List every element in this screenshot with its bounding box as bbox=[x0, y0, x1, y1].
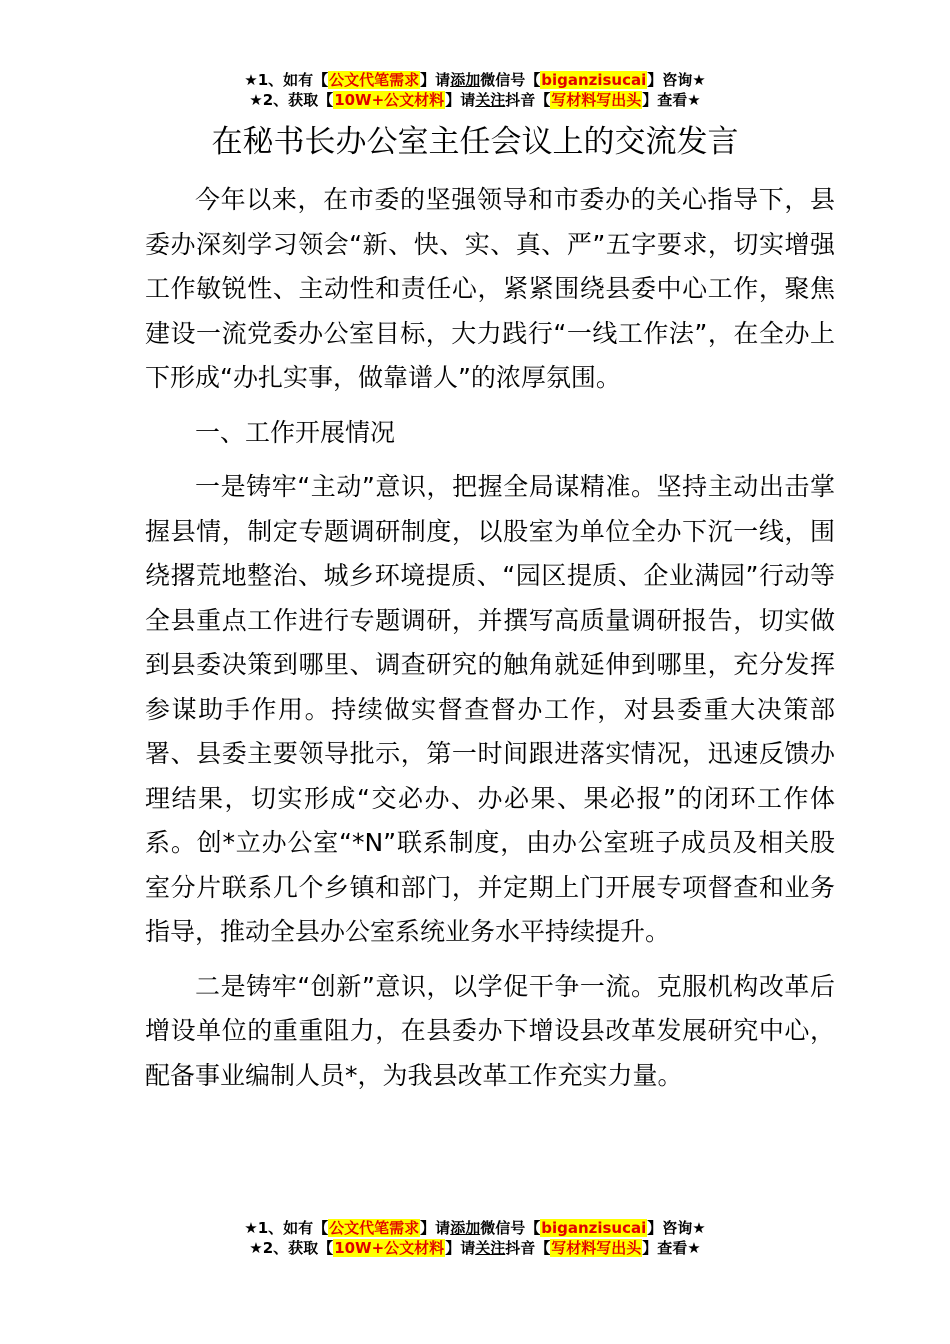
ad-highlight: 公文代笔需求 bbox=[329, 71, 420, 89]
ad-text: 抖音【 bbox=[505, 91, 551, 109]
ad-highlight: 10W+公文材料 bbox=[334, 91, 445, 109]
ad-text: 】请 bbox=[420, 71, 451, 89]
ad-text: ★1、如有【 bbox=[244, 71, 329, 89]
ad-highlight: 写材料写出头 bbox=[551, 1239, 642, 1257]
section-heading: 一、工作开展情况 bbox=[195, 417, 396, 447]
ad-emphasis: 关注 bbox=[475, 91, 506, 109]
ad-emphasis: 关注 bbox=[475, 1239, 506, 1257]
ad-text: ★2、获取【 bbox=[249, 1239, 334, 1257]
ad-text: 微信号【 bbox=[480, 71, 541, 89]
ad-line-1 bbox=[0, 70, 950, 90]
document-title: 在秘书长办公室主任会议上的交流发言 bbox=[211, 124, 739, 160]
ad-highlight: biganzisucai bbox=[541, 1219, 647, 1237]
document-body bbox=[145, 178, 835, 1108]
ad-text: 抖音【 bbox=[505, 1239, 551, 1257]
ad-text: 】请 bbox=[445, 1239, 476, 1257]
body-paragraph: 一是铸牢“主动”意识，把握全局谋精准。坚持主动出击掌握县情，制定专题调研制度，以股室为单位全办下沉一线，围绕撂荒地整治、城乡环境提质、“园区提质、企业满园”行动等全县重点工作进行专题调研，并撰写高质量调研报告，切实做到县委决策到哪里、调查研究的触角就延伸到哪里，充分发挥参谋助手作用。持续做实督查督办工作，对县委重大决策部署、县委主要领导批示，第一时间跟进落实情况，迅速反馈办理结果，切实形成“交必办、办必果、果必报”的闭环工作体系。创*立办公室“*N”联系制度，由办公室班子成员及相关股室分片联系几个乡镇和部门，并定期上门开展专项督查和业务指导，推动全县办公室系统业务水平持续提升。 bbox=[145, 472, 835, 946]
ad-line-2 bbox=[0, 90, 950, 110]
ad-text: 】请 bbox=[420, 1219, 451, 1237]
ad-emphasis: 添加 bbox=[450, 71, 481, 89]
ad-emphasis: 添加 bbox=[450, 1219, 481, 1237]
ad-text: 】查看★ bbox=[642, 1239, 701, 1257]
body-paragraph: 二是铸牢“创新”意识，以学促干争一流。克服机构改革后增设单位的重重阻力，在县委办下增设县改革发展研究中心，配备事业编制人员*，为我县改革工作充实力量。 bbox=[145, 971, 835, 1090]
intro-paragraph: 今年以来，在市委的坚强领导和市委办的关心指导下，县委办深刻学习领会“新、快、实、真、严”五字要求，切实增强工作敏锐性、主动性和责任心，紧紧围绕县委中心工作，聚焦建设一流党委办公室目标，大力践行“一线工作法”，在全办上下形成“办扎实事，做靠谱人”的浓厚氛围。 bbox=[145, 185, 835, 392]
ad-text: 】咨询★ bbox=[647, 71, 706, 89]
ad-text: 微信号【 bbox=[480, 1219, 541, 1237]
ad-line-1 bbox=[0, 1218, 950, 1238]
ad-line-2 bbox=[0, 1238, 950, 1258]
ad-highlight: 10W+公文材料 bbox=[334, 1239, 445, 1257]
ad-banner-top bbox=[0, 70, 950, 110]
ad-text: 】请 bbox=[445, 91, 476, 109]
ad-highlight: 写材料写出头 bbox=[551, 91, 642, 109]
ad-banner-bottom bbox=[0, 1218, 950, 1258]
ad-text: 】查看★ bbox=[642, 91, 701, 109]
ad-highlight: 公文代笔需求 bbox=[329, 1219, 420, 1237]
ad-highlight: biganzisucai bbox=[541, 71, 647, 89]
ad-text: 】咨询★ bbox=[647, 1219, 706, 1237]
ad-text: ★1、如有【 bbox=[244, 1219, 329, 1237]
ad-text: ★2、获取【 bbox=[249, 91, 334, 109]
